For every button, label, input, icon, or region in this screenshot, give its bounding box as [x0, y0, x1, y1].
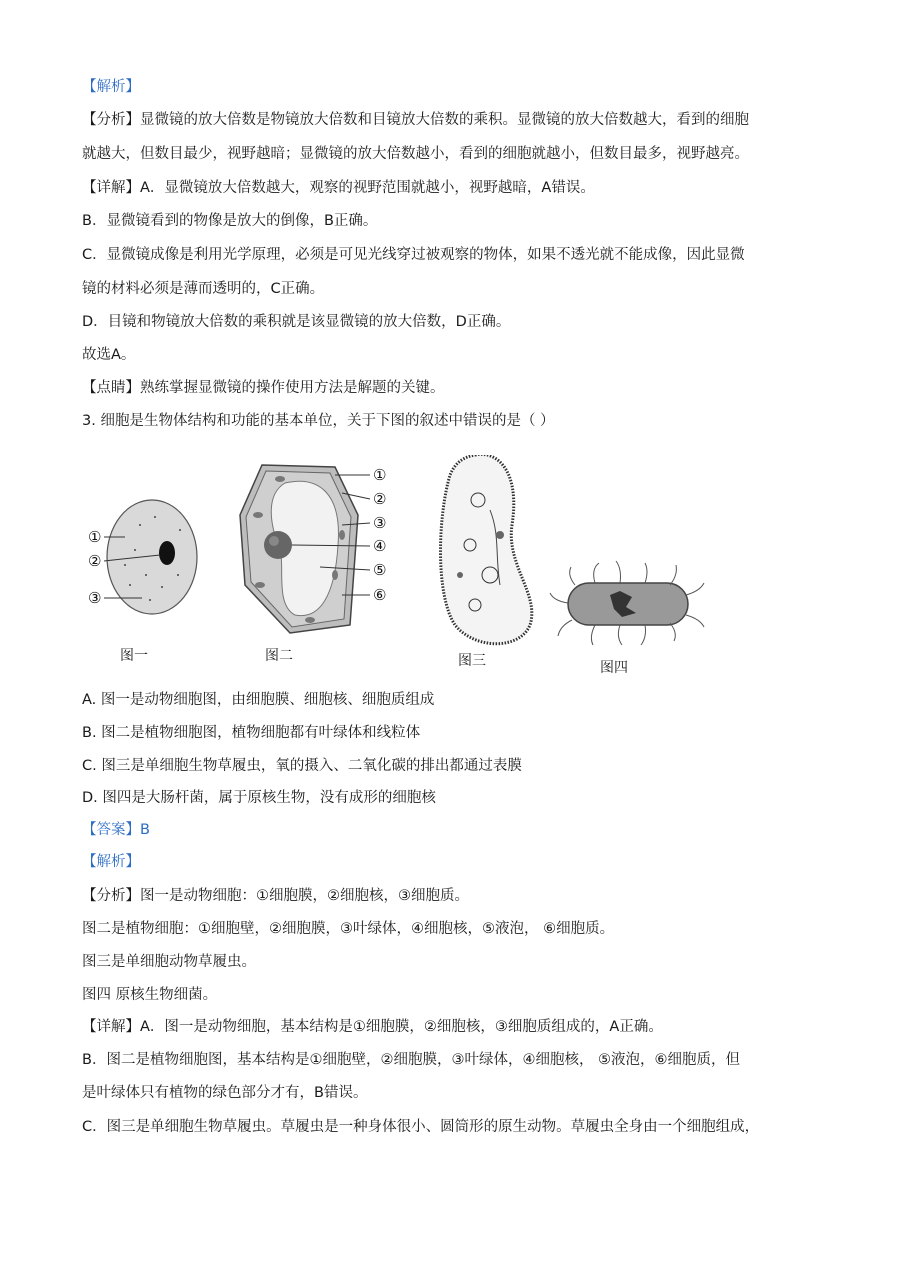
q3-xiangjie-a: 【详解】A．图一是动物细胞，基本结构是①细胞膜，②细胞核，③细胞质组成的，A正确。 [82, 1019, 663, 1035]
conclusion: 故选A。 [82, 347, 136, 363]
fenxi-line-2: 就越大，但数目最少，视野越暗；显微镜的放大倍数越小，看到的细胞就越小，但数目最多，视野越亮。 [82, 146, 749, 162]
fig1-label-2: ② [88, 552, 102, 570]
figure-2-plant-cell [240, 465, 370, 633]
fig2-label-4: ④ [373, 537, 387, 555]
q3-fenxi-1: 【分析】图一是动物细胞：①细胞膜，②细胞核，③细胞质。 [82, 888, 469, 904]
fig2-label-1: ① [373, 466, 387, 484]
q3-xiangjie-b-1: B．图二是植物细胞图，基本结构是①细胞壁，②细胞膜，③叶绿体，④细胞核， ⑤液泡，⑥细胞质，但 [82, 1052, 741, 1068]
fig1-label-1: ① [88, 528, 102, 546]
fig2-caption: 图二 [265, 648, 293, 664]
figure-3-paramecium [440, 455, 531, 644]
figure-4-bacterium [550, 561, 704, 645]
dianjing: 【点睛】熟练掌握显微镜的操作使用方法是解题的关键。 [82, 380, 445, 396]
fig1-caption: 图一 [120, 648, 148, 664]
q3-fenxi-4: 图四 原核生物细菌。 [82, 987, 218, 1003]
question-3-stem: 3. 细胞是生物体结构和功能的基本单位，关于下图的叙述中错误的是（ ） [82, 413, 555, 429]
jiexi-heading-1: 【解析】 [82, 79, 140, 95]
xiangjie-c-line-2: 镜的材料必须是薄而透明的，C正确。 [82, 281, 325, 297]
fig4-caption: 图四 [600, 660, 628, 676]
cell-figures [80, 455, 760, 680]
xiangjie-d: D．目镜和物镜放大倍数的乘积就是该显微镜的放大倍数，D正确。 [82, 314, 511, 330]
xiangjie-c-line-1: C．显微镜成像是利用光学原理，必须是可见光线穿过被观察的物体，如果不透光就不能成像，因此显微 [82, 247, 745, 263]
fig2-label-6: ⑥ [373, 586, 387, 604]
q3-xiangjie-c: C．图三是单细胞生物草履虫。草履虫是一种身体很小、圆筒形的原生动物。草履虫全身由一个细胞组成， [82, 1119, 760, 1135]
fig2-label-5: ⑤ [373, 561, 387, 579]
fig2-label-2: ② [373, 490, 387, 508]
fig2-label-3: ③ [373, 514, 387, 532]
option-d: D. 图四是大肠杆菌，属于原核生物，没有成形的细胞核 [82, 790, 436, 806]
q3-fenxi-3: 图三是单细胞动物草履虫。 [82, 954, 256, 970]
fig1-label-3: ③ [88, 589, 102, 607]
option-b: B. 图二是植物细胞图，植物细胞都有叶绿体和线粒体 [82, 725, 421, 741]
figure-1-animal-cell [104, 500, 197, 614]
option-a: A. 图一是动物细胞图，由细胞膜、细胞核、细胞质组成 [82, 692, 435, 708]
cell-diagrams-svg [80, 455, 760, 680]
fenxi-line-1: 【分析】显微镜的放大倍数是物镜放大倍数和目镜放大倍数的乘积。显微镜的放大倍数越大，看到的细胞 [82, 112, 749, 128]
xiangjie-a: 【详解】A．显微镜放大倍数越大，观察的视野范围就越小，视野越暗，A错误。 [82, 180, 595, 196]
fig3-caption: 图三 [458, 653, 486, 669]
q3-xiangjie-b-2: 是叶绿体只有植物的绿色部分才有，B错误。 [82, 1085, 368, 1101]
xiangjie-b: B．显微镜看到的物像是放大的倒像，B正确。 [82, 213, 378, 229]
answer: 【答案】B [82, 822, 150, 838]
option-c: C. 图三是单细胞生物草履虫，氧的摄入、二氧化碳的排出都通过表膜 [82, 758, 522, 774]
q3-fenxi-2: 图二是植物细胞：①细胞壁，②细胞膜，③叶绿体，④细胞核，⑤液泡， ⑥细胞质。 [82, 921, 615, 937]
jiexi-heading-2: 【解析】 [82, 854, 140, 870]
